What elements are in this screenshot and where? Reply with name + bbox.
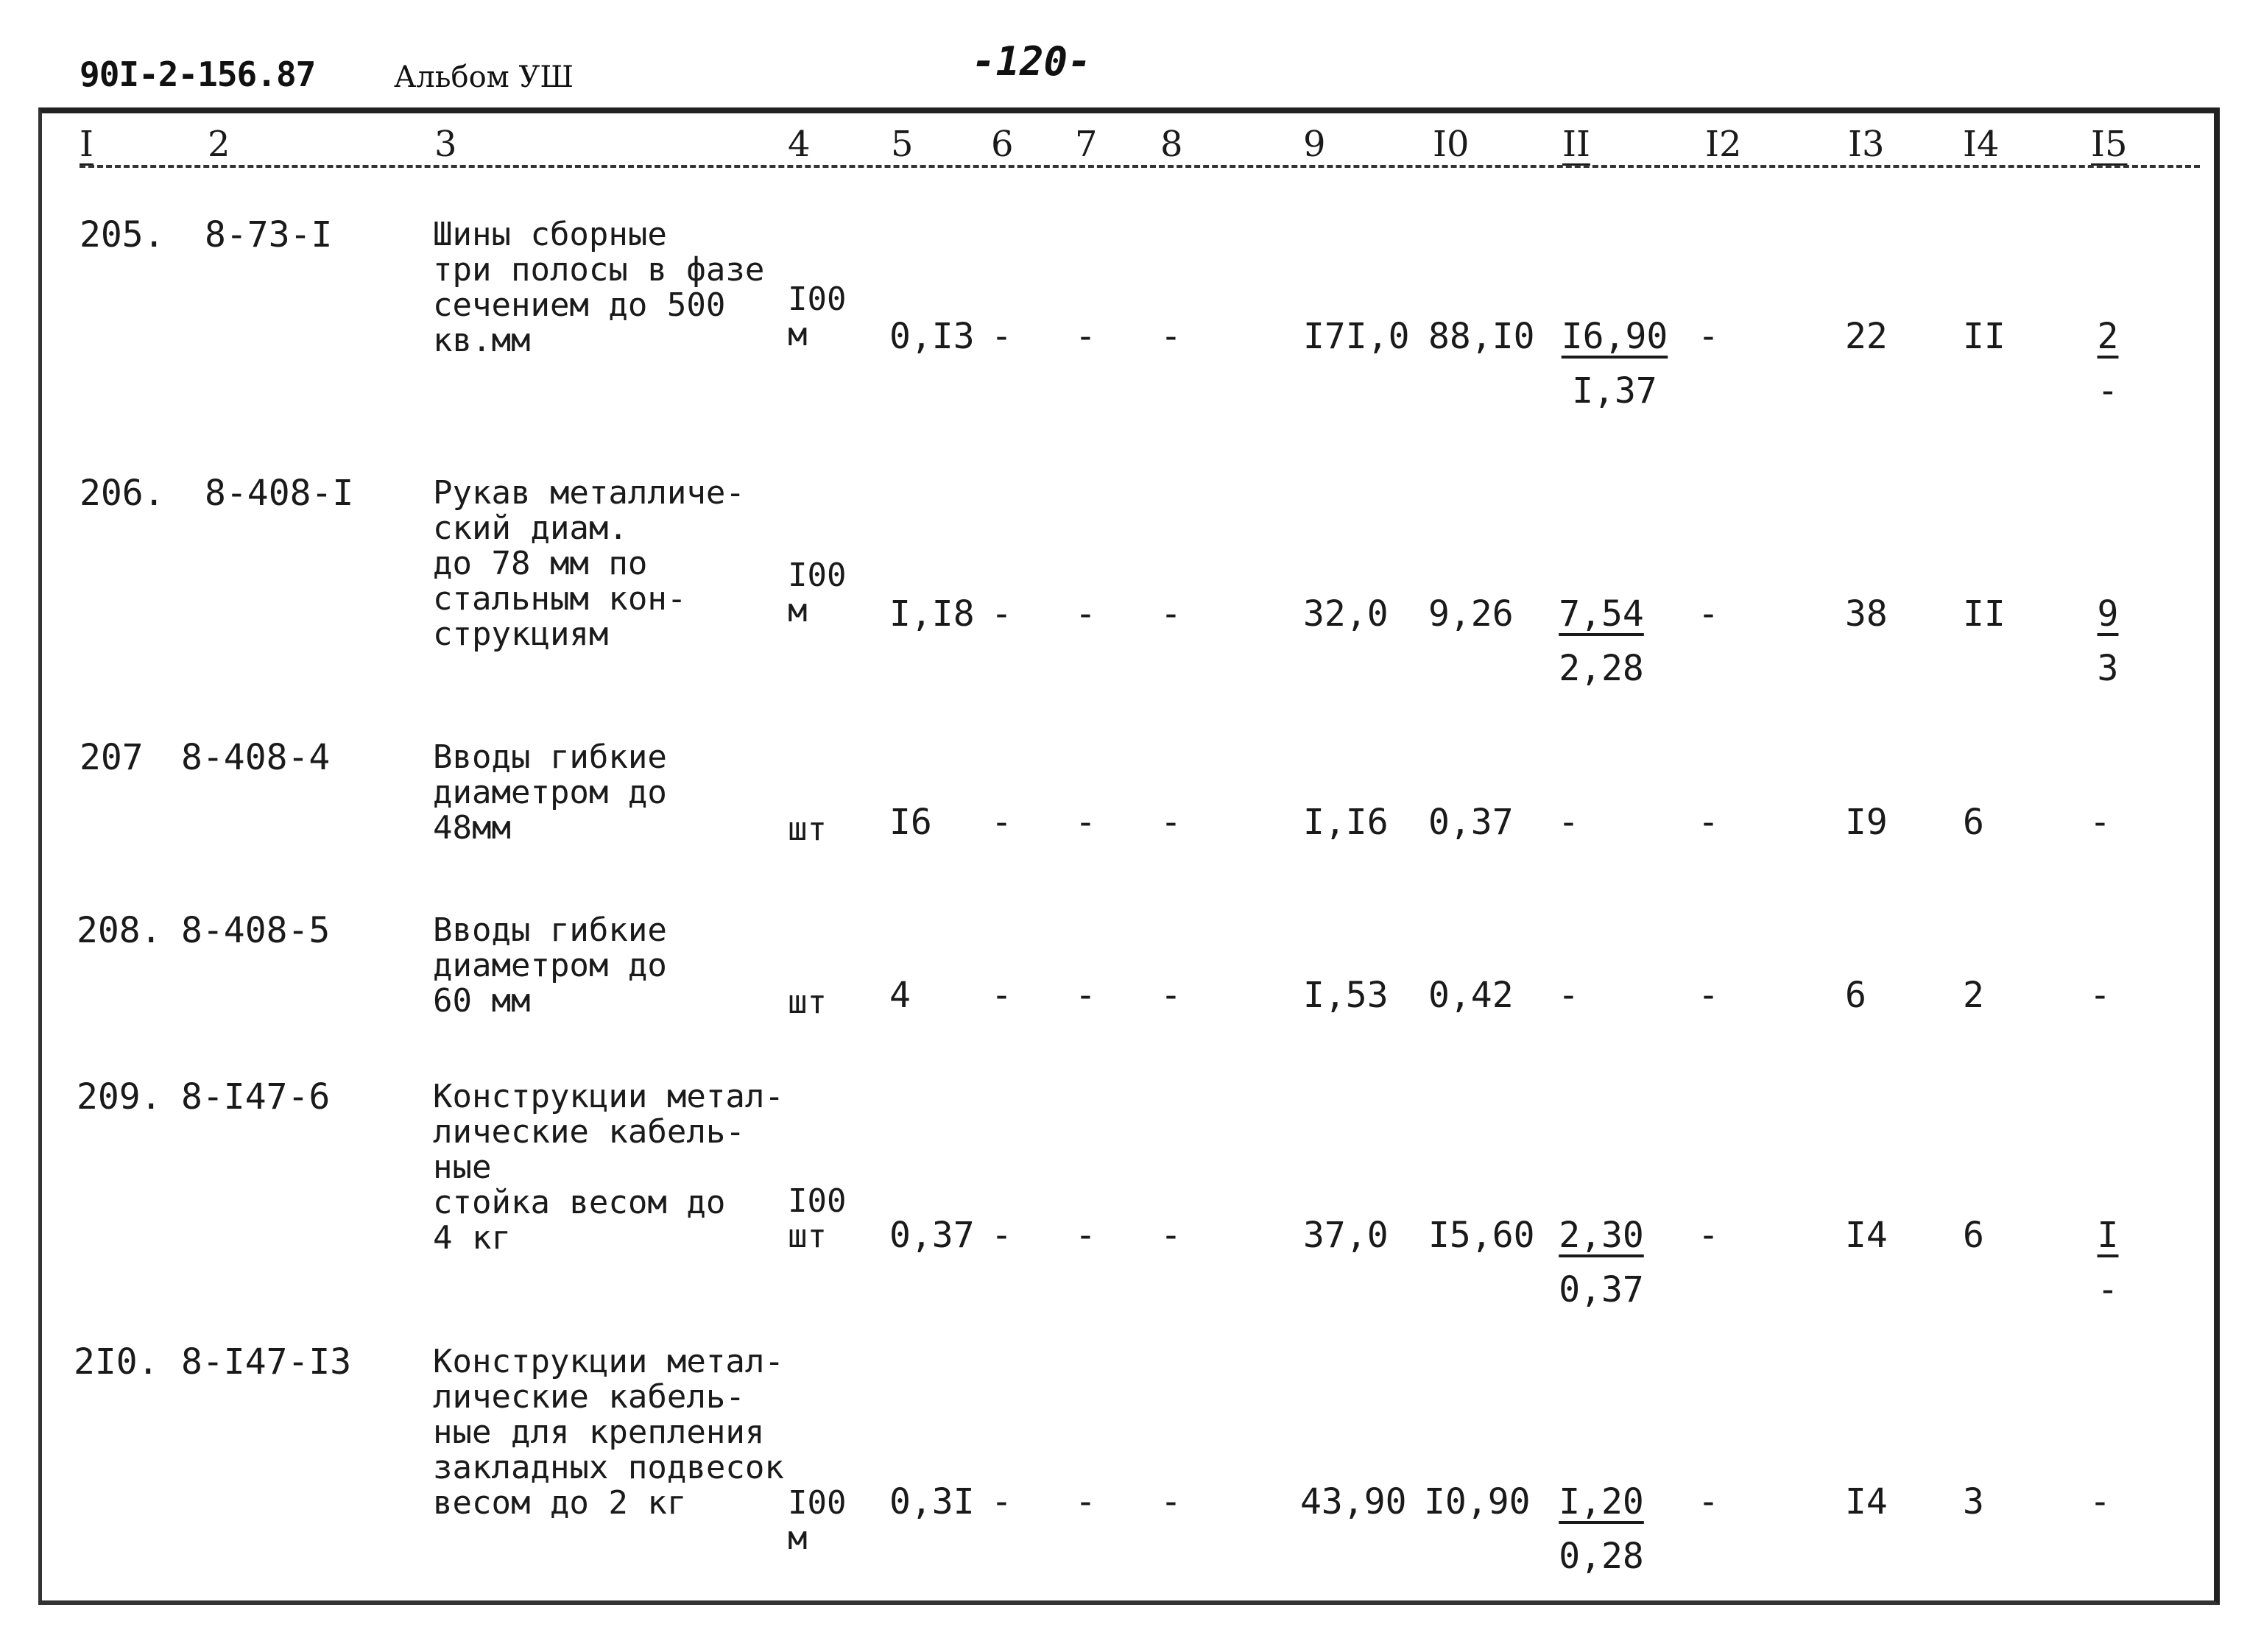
- col8-value: -: [1160, 316, 1182, 357]
- unit-of-measure: шт: [788, 984, 827, 1021]
- col6-value: -: [991, 316, 1012, 357]
- col7-value: -: [1075, 975, 1096, 1016]
- col13-value: 6: [1845, 975, 1866, 1016]
- header-divider: [80, 165, 2200, 168]
- col15-denominator: -: [2097, 1269, 2119, 1310]
- col11-denominator: 2,28: [1559, 648, 1644, 689]
- col8-value: -: [1160, 802, 1182, 843]
- column-header-row: [0, 0, 2261, 177]
- col9-value: I,53: [1303, 975, 1389, 1016]
- column-header-6: 6: [991, 124, 1014, 165]
- col7-value: -: [1075, 802, 1096, 843]
- col5-value: 4: [889, 975, 911, 1016]
- col5-value: 0,I3: [889, 316, 975, 357]
- col15-fraction: [2067, 1215, 2148, 1310]
- col10-value: 88,I0: [1428, 316, 1535, 357]
- col11-fraction: [1539, 1481, 1664, 1577]
- rate-code: 8-73-I: [205, 214, 333, 255]
- row-number: 209.: [77, 1076, 162, 1118]
- col13-value: I9: [1845, 802, 1888, 843]
- col6-value: -: [991, 593, 1012, 635]
- col14-value: 6: [1963, 802, 1984, 843]
- col7-value: -: [1075, 316, 1096, 357]
- col5-value: 0,37: [889, 1215, 975, 1256]
- col8-value: -: [1160, 1215, 1182, 1256]
- column-header-8: 8: [1160, 124, 1183, 165]
- col11-numerator: 7,54: [1559, 593, 1644, 635]
- col5-value: I,I8: [889, 593, 975, 635]
- column-header-2: 2: [208, 124, 230, 165]
- col12-value: -: [1698, 593, 1719, 635]
- col14-value: 2: [1963, 975, 1984, 1016]
- col6-value: -: [991, 802, 1012, 843]
- column-header-1: I: [80, 124, 94, 165]
- col15-fraction: [2067, 593, 2148, 689]
- col9-value: 37,0: [1303, 1215, 1389, 1256]
- col15-numerator: I: [2097, 1215, 2119, 1256]
- row-number: 2I0.: [74, 1341, 159, 1383]
- column-header-7: 7: [1075, 124, 1098, 165]
- column-header-15: I5: [2091, 124, 2128, 165]
- col13-value: I4: [1845, 1481, 1888, 1522]
- col15-value: -: [2089, 1481, 2111, 1522]
- rate-code: 8-I47-I3: [181, 1341, 352, 1383]
- col9-value: 32,0: [1303, 593, 1389, 635]
- unit-of-measure: I00 м: [788, 280, 847, 353]
- col11-numerator: 2,30: [1559, 1215, 1644, 1256]
- document-code: 90I-2-156.87: [80, 54, 316, 94]
- col10-value: 0,42: [1428, 975, 1514, 1016]
- col10-value: 9,26: [1428, 593, 1514, 635]
- col11-fraction: [1539, 1215, 1664, 1310]
- col15-fraction: [2067, 316, 2148, 412]
- col11-denominator: 0,28: [1559, 1536, 1644, 1577]
- col11-value: -: [1558, 975, 1579, 1016]
- col10-value: I5,60: [1428, 1215, 1535, 1256]
- unit-of-measure: I00 шт: [788, 1182, 847, 1255]
- col11-value: -: [1558, 802, 1579, 843]
- row-number: 207: [80, 737, 144, 778]
- work-description: Рукав металличе- ский диам. до 78 мм по стальным кон- струкциям: [433, 474, 745, 653]
- col6-value: -: [991, 975, 1012, 1016]
- col13-value: 22: [1845, 316, 1888, 357]
- column-header-13: I3: [1848, 124, 1885, 165]
- rate-code: 8-408-4: [181, 737, 331, 778]
- col10-value: I0,90: [1424, 1481, 1531, 1522]
- rate-code: 8-408-5: [181, 910, 331, 951]
- work-description: Конструкции метал- лические кабель- ные стойка весом до 4 кг: [433, 1078, 784, 1257]
- column-header-4: 4: [788, 124, 811, 165]
- col13-value: I4: [1845, 1215, 1888, 1256]
- col15-numerator: 2: [2097, 316, 2119, 357]
- work-description: Конструкции метал- лические кабель- ные для крепления закладных подвесок весом до 2 кг: [433, 1343, 784, 1522]
- unit-of-measure: шт: [788, 811, 827, 848]
- row-number: 205.: [80, 214, 165, 255]
- rate-code: 8-I47-6: [181, 1076, 331, 1118]
- row-number: 206.: [80, 473, 165, 514]
- col14-value: II: [1963, 593, 2006, 635]
- column-header-11: II: [1562, 124, 1590, 165]
- col5-value: 0,3I: [889, 1481, 975, 1522]
- col11-numerator: I,20: [1559, 1481, 1644, 1522]
- work-description: Шины сборные три полосы в фазе сечением до 500 кв.мм: [433, 216, 765, 359]
- column-header-14: I4: [1963, 124, 2000, 165]
- col9-value: 43,90: [1300, 1481, 1407, 1522]
- col15-denominator: 3: [2097, 648, 2119, 689]
- column-header-9: 9: [1303, 124, 1326, 165]
- col8-value: -: [1160, 1481, 1182, 1522]
- col10-value: 0,37: [1428, 802, 1514, 843]
- row-number: 208.: [77, 910, 162, 951]
- col14-value: II: [1963, 316, 2006, 357]
- unit-of-measure: I00 м: [788, 1484, 847, 1557]
- col13-value: 38: [1845, 593, 1888, 635]
- col7-value: -: [1075, 1481, 1096, 1522]
- col15-numerator: 9: [2097, 593, 2119, 635]
- col12-value: -: [1698, 1215, 1719, 1256]
- col11-denominator: I,37: [1572, 370, 1657, 412]
- column-header-5: 5: [891, 124, 914, 165]
- col15-value: -: [2089, 802, 2111, 843]
- col6-value: -: [991, 1215, 1012, 1256]
- col8-value: -: [1160, 975, 1182, 1016]
- col12-value: -: [1698, 316, 1719, 357]
- work-description: Вводы гибкие диаметром до 60 мм: [433, 911, 667, 1020]
- col14-value: 6: [1963, 1215, 1984, 1256]
- col9-value: I7I,0: [1303, 316, 1410, 357]
- col11-fraction: [1539, 593, 1664, 689]
- table-frame: [38, 107, 2220, 1605]
- column-header-3: 3: [434, 124, 457, 165]
- col12-value: -: [1698, 1481, 1719, 1522]
- column-header-12: I2: [1705, 124, 1742, 165]
- work-description: Вводы гибкие диаметром до 48мм: [433, 738, 667, 847]
- col7-value: -: [1075, 593, 1096, 635]
- col11-denominator: 0,37: [1559, 1269, 1644, 1310]
- rate-code: 8-408-I: [205, 473, 354, 514]
- column-header-10: I0: [1433, 124, 1470, 165]
- album-label: Альбом УШ: [394, 60, 574, 94]
- col14-value: 3: [1963, 1481, 1984, 1522]
- col9-value: I,I6: [1303, 802, 1389, 843]
- page-number: -120-: [972, 38, 1092, 85]
- col7-value: -: [1075, 1215, 1096, 1256]
- unit-of-measure: I00 м: [788, 557, 847, 629]
- col15-value: -: [2089, 975, 2111, 1016]
- col12-value: -: [1698, 802, 1719, 843]
- col11-fraction: [1552, 316, 1677, 412]
- col12-value: -: [1698, 975, 1719, 1016]
- col11-numerator: I6,90: [1561, 316, 1668, 357]
- col15-denominator: -: [2097, 370, 2119, 412]
- col6-value: -: [991, 1481, 1012, 1522]
- col5-value: I6: [889, 802, 932, 843]
- col8-value: -: [1160, 593, 1182, 635]
